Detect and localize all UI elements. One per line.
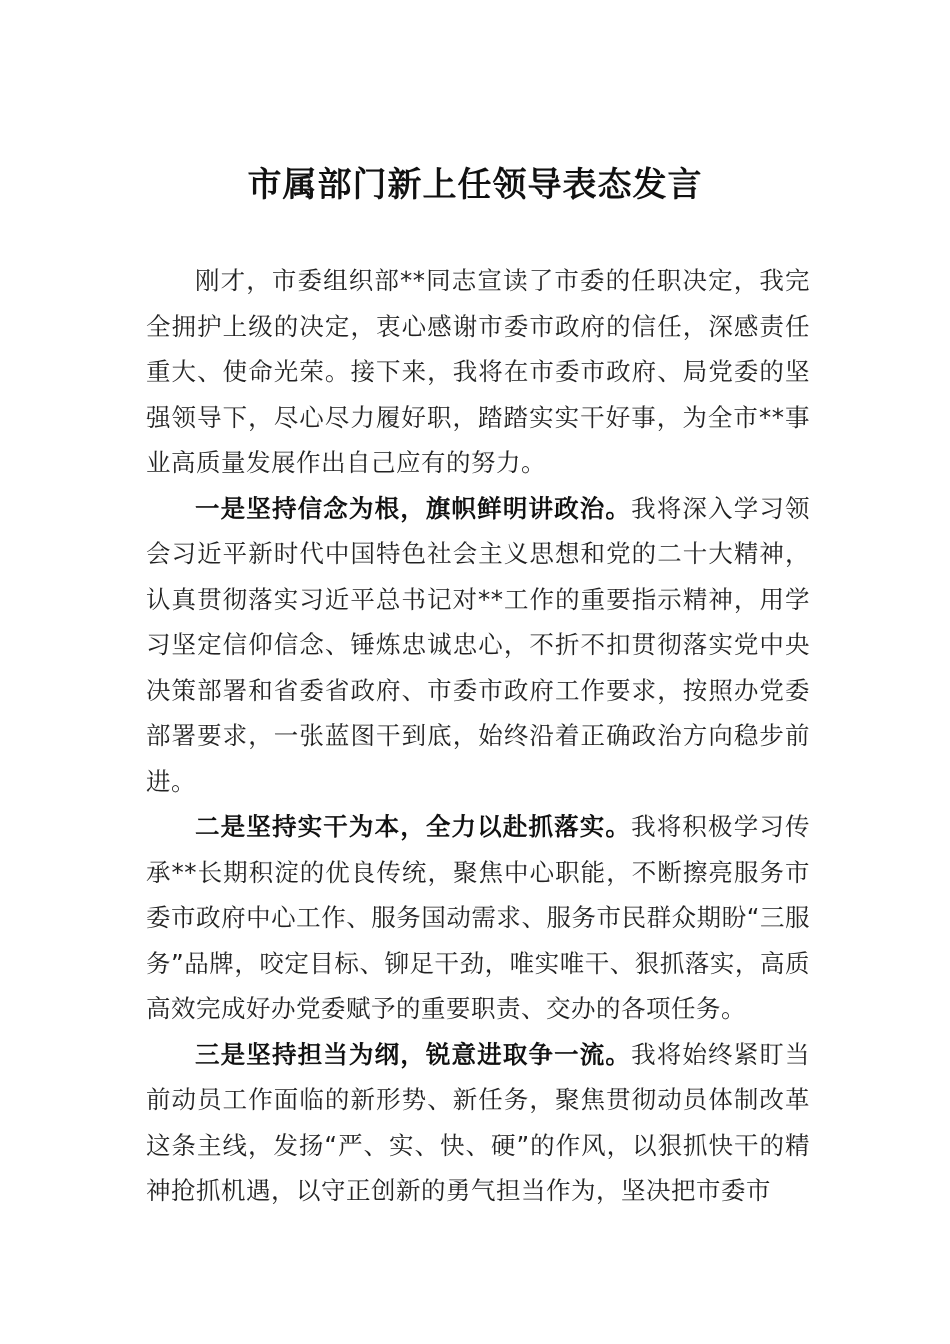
- paragraph-text: 我将深入学习领会习近平新时代中国特色社会主义思想和党的二十大精神，认真贯彻落实习近平总书记对**工作的重要指示精神，用学习坚定信仰信念、锤炼忠诚忠心，不折不扣贯彻落实党中央决策部署和省委省政府、市委市政府工作要求，按照办党委部署要求，一张蓝图干到底，始终沿着正确政治方向稳步前进。: [146, 493, 811, 796]
- paragraph-text: 我将始终紧盯当前动员工作面临的新形势、新任务，聚焦贯彻动员体制改革这条主线，发扬“严、实、快、硬”的作风，以狠抓快干的精神抢抓机遇，以守正创新的勇气担当作为，坚决把市委市: [146, 1039, 811, 1205]
- document-title: 市属部门新上任领导表态发言: [247, 165, 703, 205]
- paragraph-lead: 二是坚持实干为本，全力以赴抓落实。: [195, 812, 632, 841]
- paragraph-point-2: [146, 804, 810, 1032]
- document-body: [146, 258, 810, 1214]
- paragraph-lead: 一是坚持信念为根，旗帜鲜明讲政治。: [195, 493, 632, 523]
- paragraph-text: 我将积极学习传承**长期积淀的优良传统，聚焦中心职能，不断擦亮服务市委市政府中心工作、服务国动需求、服务市民群众期盼“三服务”品牌，咬定目标、铆足干劲，唯实唯干、狠抓落实，高质高效完成好办党委赋予的重要职责、交办的各项任务。: [146, 812, 811, 1023]
- paragraph-text: 刚才，市委组织部**同志宣读了市委的任职决定，我完全拥护上级的决定，衷心感谢市委市政府的信任，深感责任重大、使命光荣。接下来，我将在市委市政府、局党委的坚强领导下，尽心尽力履好职，踏踏实实干好事，为全市**事业高质量发展作出自己应有的努力。: [146, 266, 810, 477]
- paragraph-point-1: [146, 486, 810, 805]
- paragraph-point-3: [146, 1032, 810, 1214]
- paragraph-intro: [146, 258, 810, 486]
- paragraph-lead: 三是坚持担当为纲，锐意进取争一流。: [195, 1039, 632, 1069]
